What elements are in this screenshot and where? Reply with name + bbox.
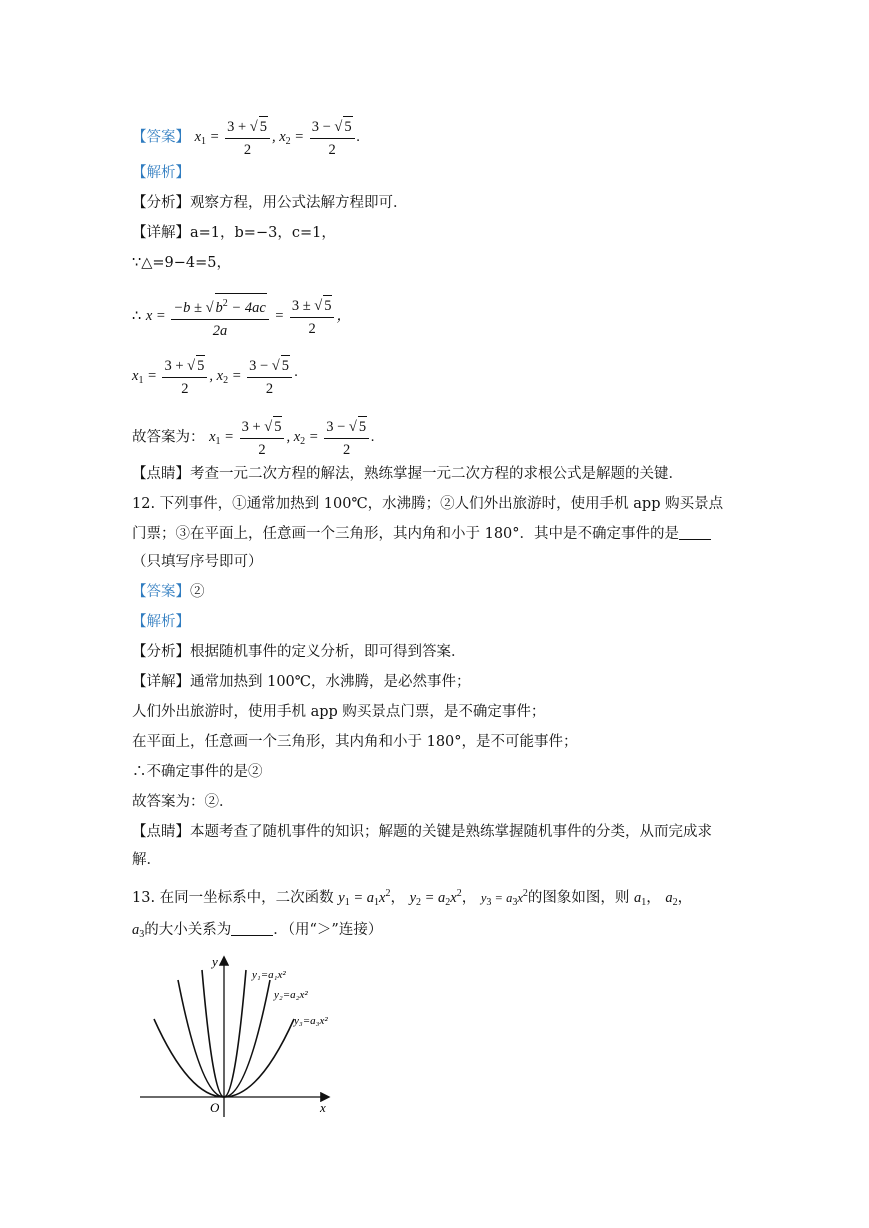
coef-a3: $a_3$ bbox=[132, 922, 145, 940]
q13-text-c: 的图象如图，则 bbox=[527, 890, 630, 906]
q12-line-app: 人们外出旅游时，使用手机 app 购买景点门票，是不确定事件； bbox=[132, 704, 546, 720]
q11-xiangjie bbox=[132, 223, 336, 243]
xiangjie-text: 通常加热到 100℃，水沸腾，是必然事件； bbox=[190, 674, 471, 690]
q12-analysis-tag: 【解析】 bbox=[132, 614, 190, 630]
axis-y-label: y bbox=[212, 954, 218, 969]
quadratic-formula: x = $\frac{-b \pm √ b^2 - 4ac}{2a}$ = $\frac{3 \pm √ 5}{2}$ ， bbox=[146, 308, 351, 324]
xiangjie-label: 【详解】 bbox=[132, 674, 190, 690]
q13-sep1: ， bbox=[390, 890, 405, 906]
q12-line1: 12. 下列事件，①通常加热到 100℃，水沸腾；②人们外出旅游时，使用手机 app 购买景点 bbox=[132, 496, 724, 512]
fenxi-text: 观察方程，用公式法解方程即可． bbox=[190, 195, 408, 211]
q12-dianjing-cont: 解． bbox=[132, 852, 161, 868]
parabola-graph bbox=[132, 952, 347, 1122]
q13-sep4: ， bbox=[677, 890, 693, 906]
coef-a2: $a_2$ bbox=[665, 890, 678, 908]
q13-line2 bbox=[132, 920, 382, 945]
func-y3: $y_3 = a_3x^2$ bbox=[480, 888, 528, 908]
q12-answer bbox=[132, 582, 205, 602]
q11-dianjing bbox=[132, 464, 683, 484]
dianjing-label: 【点睛】 bbox=[132, 824, 190, 840]
q12-final: 故答案为：②． bbox=[132, 794, 234, 810]
fenxi-label: 【分析】 bbox=[132, 195, 190, 211]
answer-tag: 【答案】 bbox=[132, 129, 190, 146]
final-prefix: 故答案为： bbox=[132, 429, 205, 446]
q12-line2-text: 门票；③在平面上，任意画一个三角形，其内角和小于 180°．其中是不确定事件的是 bbox=[132, 526, 680, 542]
origin-label: O bbox=[210, 1100, 220, 1115]
q12-fenxi bbox=[132, 642, 466, 662]
func-y1: $y_1 = a_1x^2$ bbox=[338, 888, 391, 908]
xiangjie-text: a=1，b=−3，c=1， bbox=[190, 225, 336, 241]
dianjing-label: 【点睛】 bbox=[132, 466, 190, 482]
q11-analysis-tag: 【解析】 bbox=[132, 165, 190, 181]
q11-root-formula bbox=[132, 293, 351, 341]
answer-formula: $x_1$ = $\frac{3 + √ 5}{2}$ , $x_2$ = $\frac{3 - √ 5}{2}$ . bbox=[195, 129, 361, 145]
q13-line1 bbox=[132, 884, 692, 913]
q12-line-conc: ∴不确定事件的是② bbox=[132, 764, 263, 780]
final-formula: $x_1$ = $\frac{3 + √ 5}{2}$ , $x_2$ = $\frac{3 - √ 5}{2}$ . bbox=[209, 429, 375, 445]
q13-text-a: 13. 在同一坐标系中，二次函数 bbox=[132, 890, 334, 906]
q11-final-line bbox=[132, 416, 375, 460]
xiangjie-label: 【详解】 bbox=[132, 225, 190, 241]
q12-xiangjie bbox=[132, 672, 471, 692]
q12-dianjing bbox=[132, 822, 712, 842]
q13-text-b: 的大小关系为 bbox=[144, 922, 232, 938]
coef-a1: $a_1$ bbox=[634, 890, 647, 908]
fenxi-label: 【分析】 bbox=[132, 644, 190, 660]
q12-line3: （只填写序号即可） bbox=[132, 554, 263, 570]
answer-text: ② bbox=[190, 584, 205, 600]
curve-label-1: y₁=a₁x² bbox=[252, 969, 286, 981]
q11-answer-line bbox=[132, 116, 360, 160]
dianjing-text: 本题考查了随机事件的知识；解题的关键是熟练掌握随机事件的分类，从而完成求 bbox=[190, 824, 712, 840]
curve-label-2: y₂=a₂x² bbox=[274, 989, 308, 1001]
therefore-symbol: ∴ bbox=[132, 308, 142, 325]
q11-fenxi bbox=[132, 193, 408, 213]
q13-sep3: ， bbox=[646, 890, 661, 906]
answer-blank bbox=[231, 921, 273, 936]
q13-sep2: ， bbox=[461, 890, 477, 906]
fenxi-text: 根据随机事件的定义分析，即可得到答案． bbox=[190, 644, 466, 660]
q11-delta-line: ∵△=9−4=5， bbox=[132, 255, 232, 271]
func-y2: $y_2 = a_2x^2$ bbox=[409, 888, 462, 908]
q12-line-tri: 在平面上，任意画一个三角形，其内角和小于 180°，是不可能事件； bbox=[132, 734, 578, 750]
roots-formula: $x_1$ = $\frac{3 + √ 5}{2}$ , $x_2$ = $\frac{3 - √ 5}{2}$ · bbox=[132, 368, 298, 384]
curve-label-3: y₃=a₃x² bbox=[294, 1015, 328, 1027]
axis-x-label: x bbox=[320, 1100, 326, 1115]
answer-tag: 【答案】 bbox=[132, 584, 190, 600]
q13-text-c: ．（用“＞”连接） bbox=[273, 922, 383, 938]
q12-line2 bbox=[132, 524, 711, 544]
answer-blank bbox=[679, 525, 711, 540]
q11-roots-line bbox=[132, 355, 298, 399]
dianjing-text: 考查一元二次方程的解法，熟练掌握一元二次方程的求根公式是解题的关键． bbox=[190, 466, 683, 482]
